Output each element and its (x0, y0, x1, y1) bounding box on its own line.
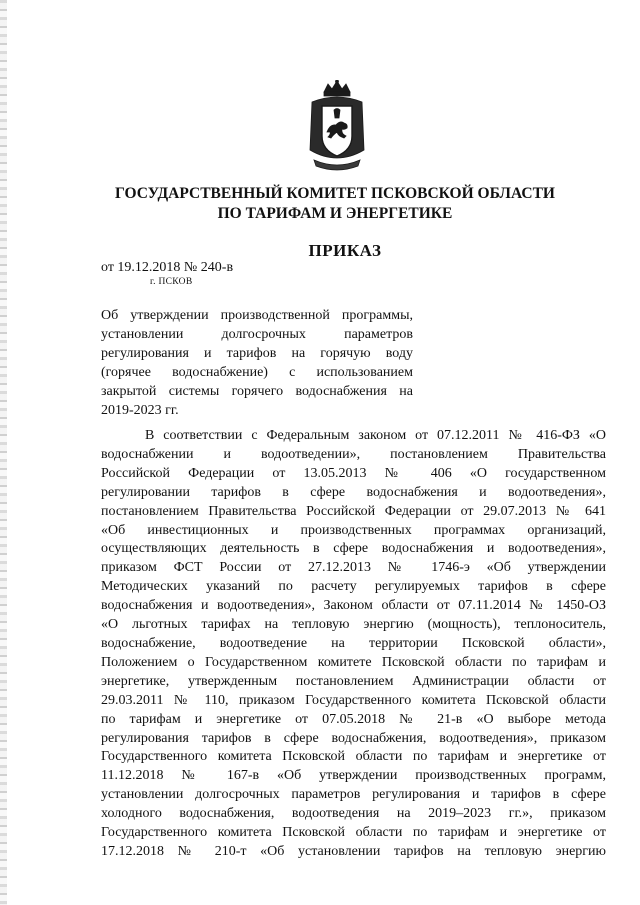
body-line: 29.03.2011 № 110, приказом Государственного комитета Псковской области (101, 692, 606, 708)
body-line: Положением о Государственном комитете Псковской области по тарифам и (101, 654, 606, 670)
body-line: «О льготных тарифах на тепловую энергию (мощность), теплоноситель, (101, 617, 606, 633)
body-line: водоснабжении и водоотведении», постановлением Правительства (101, 446, 606, 462)
order-subject (101, 306, 413, 420)
body-line: установлении долгосрочных параметров регулирования и тарифов в сфере (101, 787, 606, 803)
subject-line: 2019-2023 гг. (101, 403, 179, 418)
city-label: г. ПСКОВ (150, 277, 193, 287)
body-line: водоснабжения и водоотведения», Законом области от 07.11.2014 № 1450-ОЗ (101, 598, 606, 614)
subject-line: закрытой системы горячего водоснабжения на (101, 384, 413, 399)
body-line: водоснабжение, водоотведение на территории Псковской области», (101, 635, 606, 651)
body-line: Государственного комитета Псковской области по тарифам и энергетике от (101, 825, 606, 841)
body-line: холодного водоснабжения, водоотведения на 2019–2023 гг.», приказом (101, 806, 606, 822)
body-line: по тарифам и энергетике от 07.05.2018 № 21-в «О выборе метода (101, 711, 606, 727)
scan-edge-artifact (0, 0, 7, 905)
body-line: приказом ФСТ России от 27.12.2013 № 1746-э «Об утверждении (101, 560, 606, 576)
subject-line: (горячее водоснабжение) с использованием (101, 365, 413, 380)
org-line-2: ПО ТАРИФАМ И ЭНЕРГЕТИКЕ (217, 205, 453, 222)
body-line: «Об инвестиционных и производственных программах организаций, (101, 522, 606, 538)
organization-name (90, 184, 580, 224)
subject-line: установлении долгосрочных параметров (101, 327, 413, 342)
body-line: энергетике, утвержденным постановлением Администрации области от (101, 673, 606, 689)
body-line: Методических указаний по расчету регулируемых тарифов в сфере (101, 579, 606, 595)
body-line: осуществляющих деятельность в сфере водоснабжения и водоотведения», (101, 541, 606, 557)
body-line: 11.12.2018 № 167-в «Об утверждении производственных программ, (101, 768, 606, 784)
body-line: 17.12.2018 № 210-т «Об установлении тарифов на тепловую энергию (101, 843, 606, 859)
subject-line: регулирования и тарифов на горячую воду (101, 346, 413, 361)
body-first-line: В соответствии с Федеральным законом от 07.12.2011 № 416-ФЗ «О (145, 428, 606, 443)
order-body (101, 427, 606, 862)
subject-line: Об утверждении производственной программы, (101, 308, 413, 323)
org-line-1: ГОСУДАРСТВЕННЫЙ КОМИТЕТ ПСКОВСКОЙ ОБЛАСТИ (114, 185, 555, 202)
body-line: Российской Федерации от 13.05.2013 № 406 «О государственном (101, 465, 606, 481)
body-line: Государственного комитета Псковской области по тарифам и энергетике от (101, 749, 606, 765)
coat-of-arms-icon (304, 80, 370, 172)
document-title: ПРИКАЗ (308, 241, 382, 260)
order-number: от 19.12.2018 № 240-в (101, 260, 234, 275)
body-line: регулировании тарифов в сфере водоснабжения и водоотведения», (101, 484, 606, 500)
body-line: регулирования тарифов в сфере водоснабжения, водоотведения», приказом (101, 730, 606, 746)
body-line: постановлением Правительства Российской Федерации от 29.07.2013 № 641 (101, 503, 606, 519)
